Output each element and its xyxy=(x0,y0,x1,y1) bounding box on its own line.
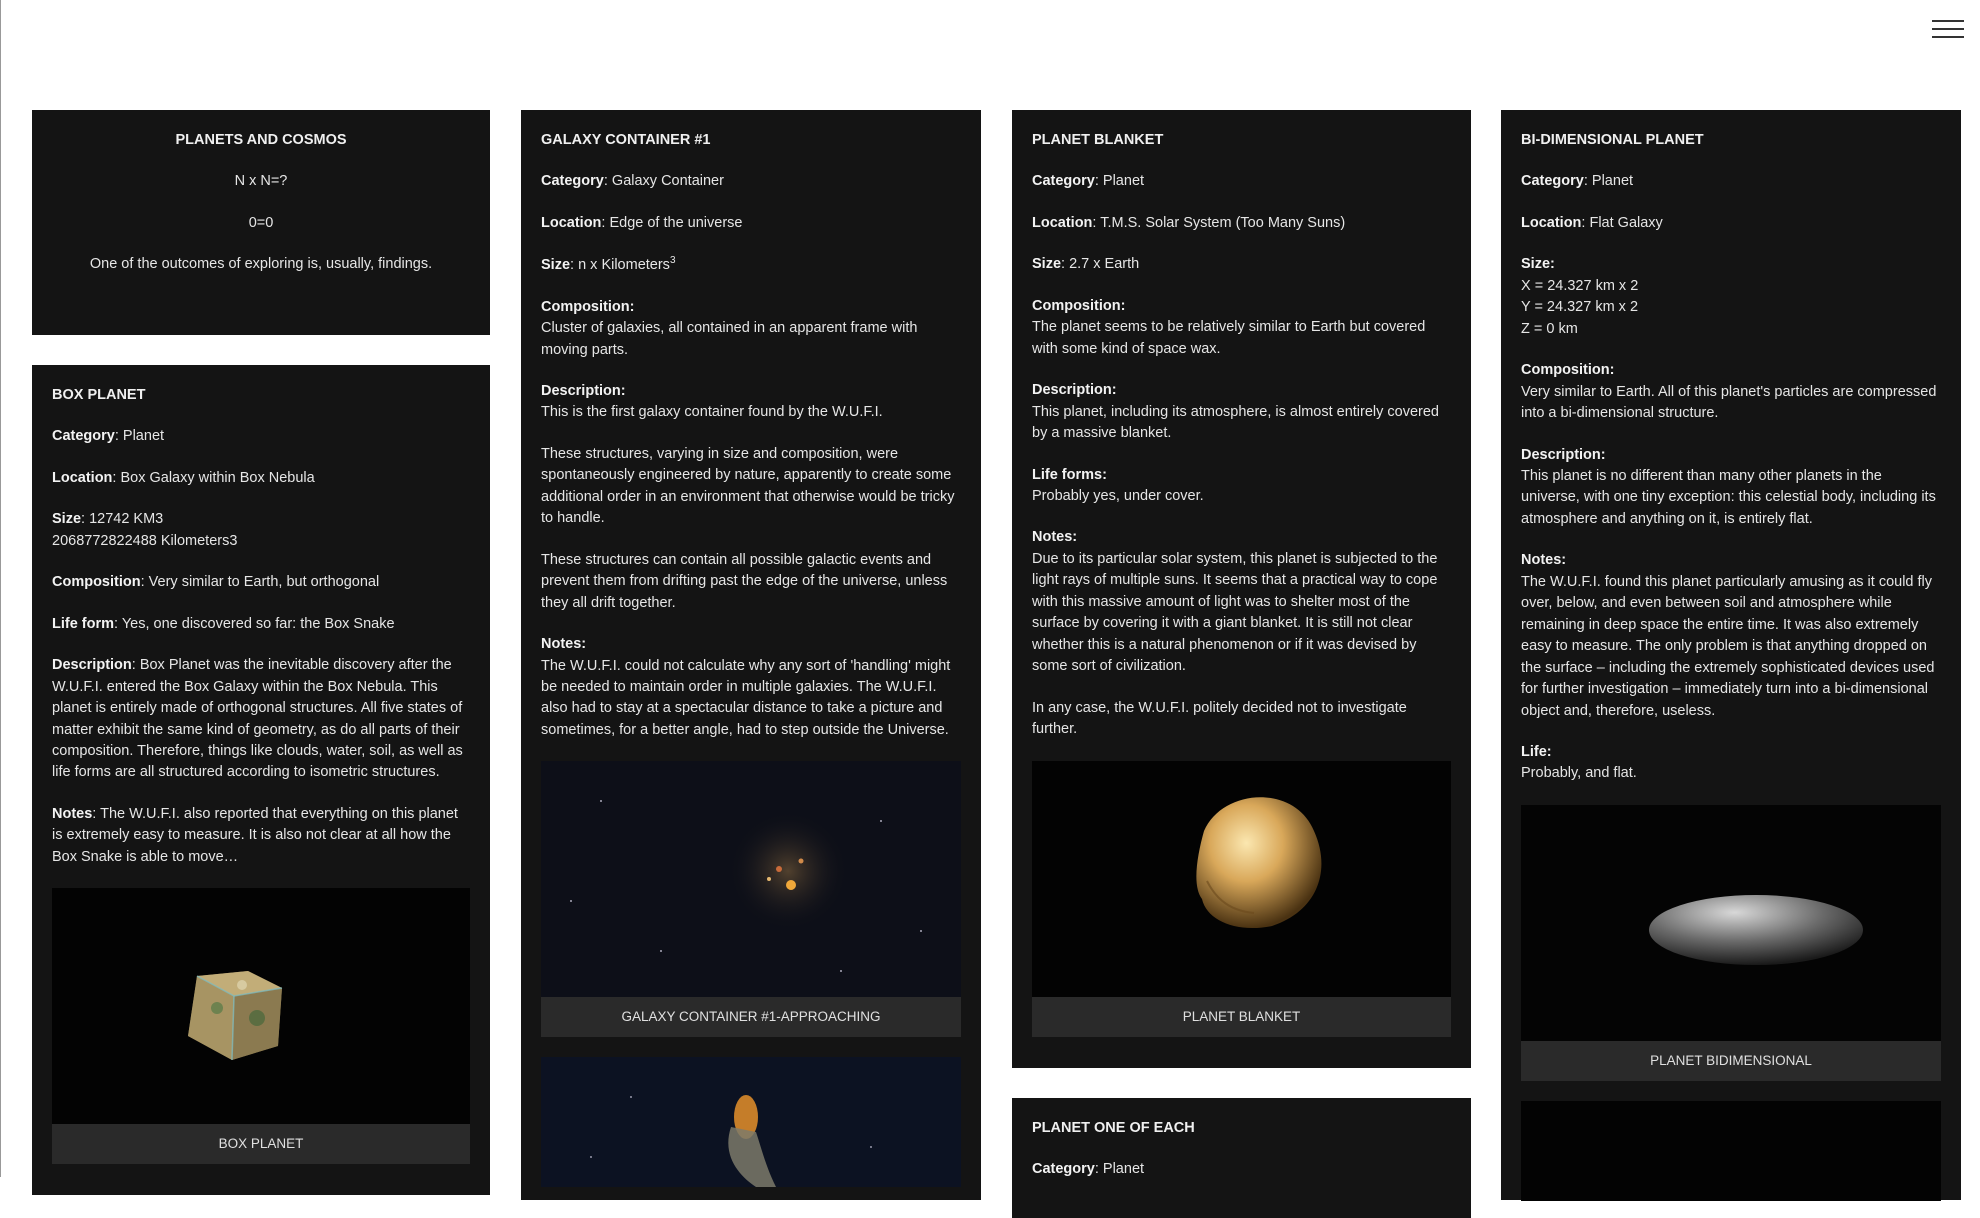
galaxy-container-card xyxy=(521,110,981,1200)
bidimensional-notes: Notes: The W.U.F.I. found this planet particularly amusing as it could fly over, below, and even between soil and atmosphere while remaining in deep space the entire time. It was also extremely easy to measure. The only problem is that anything dropped on the surface – including the extremely sophisticated devices used for further investigation – immediately turn into a bi-dimensional object and, therefore, useless. xyxy=(1521,552,1935,719)
intro-line-3: One of the outcomes of exploring is, usually, findings. xyxy=(89,256,433,273)
bidimensional-title: BI-DIMENSIONAL PLANET xyxy=(1521,132,1704,148)
bidimensional-planet-card xyxy=(1501,110,1961,1200)
planet-blanket-notes: Notes: Due to its particular solar system, this planet is subjected to the light rays of multiple suns. It seems that a practical way to cope with this massive amount of light was to shelter most of the surface by covering it with a giant blanket. It is still not clear whether this is a natural phenomenon or if it was devised by some sort of civilization. xyxy=(1032,529,1438,675)
galaxy-container-image[interactable] xyxy=(541,761,961,997)
planet-blanket-composition: Composition: The planet seems to be relatively similar to Earth but covered with some kind of space wax. xyxy=(1032,297,1426,357)
bidimensional-size: Size: X = 24.327 km x 2 Y = 24.327 km x 2 Z = 0 km xyxy=(1521,256,1639,337)
planet-blanket-card xyxy=(1012,110,1471,1068)
galaxy-container-notes: Notes: The W.U.F.I. could not calculate why any sort of 'handling' might be needed to maintain order in multiple galaxies. The W.U.F.I. also had to stay at a spectacular distance to take a picture and sometimes, for a better angle, had to step outside the Universe. xyxy=(541,636,951,738)
galaxy-container-category: Category: Galaxy Container xyxy=(541,173,724,190)
galaxy-container-title: GALAXY CONTAINER #1 xyxy=(541,132,711,148)
planet-blanket-title: PLANET BLANKET xyxy=(1032,132,1164,148)
bidimensional-life: Life: Probably, and flat. xyxy=(1521,743,1637,782)
box-planet-location: Location: Box Galaxy within Box Nebula xyxy=(52,469,315,486)
planet-blanket-size: Size: 2.7 x Earth xyxy=(1032,256,1140,273)
intro-line-1: N x N=? xyxy=(234,173,288,190)
bidimensional-caption: PLANET BIDIMENSIONAL xyxy=(1521,1041,1941,1081)
intro-line-2: 0=0 xyxy=(248,214,274,231)
box-planet-size: Size: 12742 KM3 2068772822488 Kilometers3 xyxy=(52,511,238,549)
bidimensional-composition: Composition: Very similar to Earth. All of this planet's particles are compressed into a bi-dimensional structure. xyxy=(1521,362,1937,422)
galaxy-container-size: Size: n x Kilometers$^3$ xyxy=(541,255,676,274)
planet-blanket-description: Description: This planet, including its atmosphere, is almost entirely covered by a massive blanket. xyxy=(1032,382,1439,442)
planet-blanket-caption: PLANET BLANKET xyxy=(1032,997,1451,1037)
bidimensional-location: Location: Flat Galaxy xyxy=(1521,214,1663,231)
planet-blanket-figure[interactable] xyxy=(1032,761,1451,1037)
planet-blanket-location: Location: T.M.S. Solar System (Too Many Suns) xyxy=(1032,214,1346,231)
bidimensional-figure[interactable] xyxy=(1521,805,1941,1081)
planet-blanket-lifeforms: Life forms: Probably yes, under cover. xyxy=(1032,466,1204,504)
galaxy-container-description: Description: This is the first galaxy container found by the W.U.F.I. xyxy=(541,383,883,421)
bidimensional-description: Description: This planet is no different than many other planets in the universe, with one tiny exception: this celestial body, including its atmosphere and anything on it, is entirely flat. xyxy=(1521,446,1936,527)
box-planet-description: Description: Box Planet was the inevitable discovery after the W.U.F.I. entered the Box Galaxy within the Box Nebula. This planet is entirely made of orthogonal structures. All five states of matter exhibit the same kind of geometry, as do all parts of their composition. Therefore, things like clouds, water, soil, as well as life forms are all structured according to isometric structures. xyxy=(52,657,463,781)
galaxy-container-caption: GALAXY CONTAINER #1-APPROACHING xyxy=(541,997,961,1037)
bidimensional-category: Category: Planet xyxy=(1521,173,1634,190)
box-planet-image[interactable] xyxy=(52,888,470,1124)
galaxy-container-para-3: These structures can contain all possible galactic events and prevent them from drifting past the edge of the universe, unless they all drift together. xyxy=(541,551,948,611)
planet-one-of-each-title: PLANET ONE OF EACH xyxy=(1032,1120,1195,1136)
galaxy-container-composition: Composition: Cluster of galaxies, all contained in an apparent frame with moving parts. xyxy=(541,298,918,358)
box-planet-category: Category: Planet xyxy=(52,428,165,445)
galaxy-container-figure[interactable] xyxy=(541,761,961,1037)
box-planet-caption: BOX PLANET xyxy=(52,1124,470,1164)
planet-one-of-each-card xyxy=(1012,1098,1471,1218)
planet-blanket-para-2: In any case, the W.U.F.I. politely decided not to investigate further. xyxy=(1032,699,1407,738)
galaxy-container-location: Location: Edge of the universe xyxy=(541,214,743,231)
galaxy-container-para-2: These structures, varying in size and composition, were spontaneously engineered by nature, apparently to create some additional order in an environment that otherwise would be tricky to handle. xyxy=(541,445,955,527)
box-planet-title: BOX PLANET xyxy=(52,387,146,403)
bidimensional-image-2[interactable] xyxy=(1521,1101,1941,1201)
box-planet-figure[interactable] xyxy=(52,888,470,1164)
galaxy-container-image-2[interactable] xyxy=(541,1057,961,1187)
planet-one-of-each-category: Category: Planet xyxy=(1032,1161,1145,1178)
hamburger-menu-icon[interactable] xyxy=(1932,20,1964,44)
planet-blanket-image[interactable] xyxy=(1032,761,1451,997)
intro-title: PLANETS AND COSMOS xyxy=(175,132,347,148)
intro-card xyxy=(32,110,490,335)
box-planet-notes: Notes: The W.U.F.I. also reported that everything on this planet is extremely easy to measure. It is also not clear at all how the Box Snake is able to move… xyxy=(52,805,458,865)
bidimensional-image[interactable] xyxy=(1521,805,1941,1041)
box-planet-lifeform: Life form: Yes, one discovered so far: the Box Snake xyxy=(52,615,395,632)
box-planet-card xyxy=(32,365,490,1195)
planet-blanket-category: Category: Planet xyxy=(1032,173,1145,190)
box-planet-composition: Composition: Very similar to Earth, but orthogonal xyxy=(52,574,380,591)
